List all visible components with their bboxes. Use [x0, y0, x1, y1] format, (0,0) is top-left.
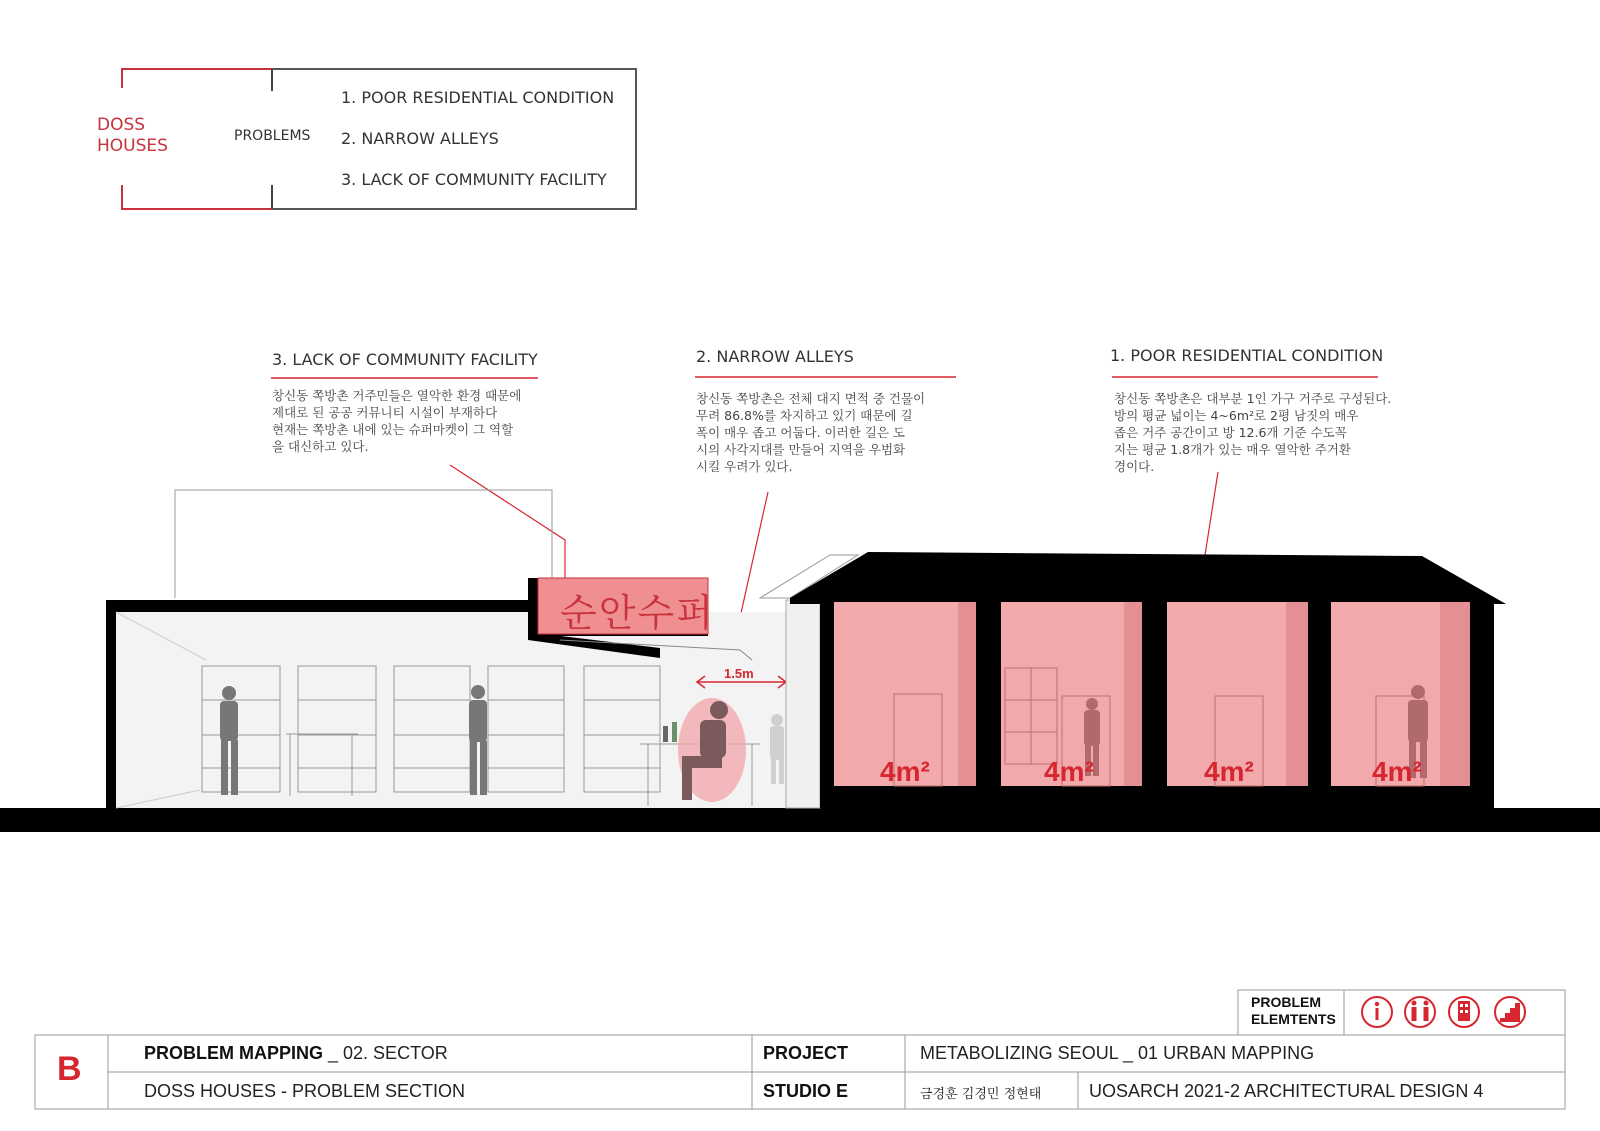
room-2-area: 4m²: [1044, 756, 1094, 787]
sheet-letter: B: [57, 1050, 82, 1088]
ground-slab: [0, 808, 1600, 832]
sheet-title-suffix: _ 02. SECTOR: [323, 1043, 448, 1063]
annotation-community-title: 3. LACK OF COMMUNITY FACILITY: [272, 350, 538, 369]
seated-resident-highlight: [678, 698, 746, 802]
sheet-title-bold: PROBLEM MAPPING: [144, 1043, 324, 1063]
room-1-area: 4m²: [880, 756, 930, 787]
problems-label: PROBLEMS: [234, 128, 311, 144]
housing-roof: [790, 552, 1506, 604]
studio-label: STUDIO E: [763, 1081, 849, 1101]
problem-elements-label: PROBLEM ELEMTENTS: [1251, 994, 1336, 1027]
annotation-residential-body: 창신동 쪽방촌은 대부분 1인 가구 거주로 구성된다. 방의 평균 넓이는 4~6m²로 2평 남짓의 매우 좁은 거주 공간이고 방 12.6개 기준 수도꼭 지는 평균 1.8개가 있는 매우 열악한 주거환 경이다.: [1114, 391, 1392, 474]
people-icon: [1405, 997, 1435, 1027]
problem-item-2: 2. NARROW ALLEYS: [341, 129, 499, 148]
alley-width-label: 1.5m: [724, 666, 754, 681]
team-members: 금경훈 김경민 정현태: [920, 1087, 1042, 1102]
room-4-area: 4m²: [1372, 756, 1422, 787]
course-name: UOSARCH 2021-2 ARCHITECTURAL DESIGN 4: [1089, 1081, 1484, 1101]
project-value: METABOLIZING SEOUL _ 01 URBAN MAPPING: [920, 1043, 1315, 1063]
annotation-alleys-body: 창신동 쪽방촌은 전체 대지 면적 중 건물이 무려 86.8%를 차지하고 있기 때문에 길 폭이 매우 좁고 어둡다. 이러한 길은 도 시의 사각지대를 만들어 지역을 우범화 시킬 우려가 있다.: [696, 391, 926, 474]
problem-item-3: 3. LACK OF COMMUNITY FACILITY: [341, 170, 607, 189]
sheet-title: [144, 1043, 448, 1064]
background-building: [175, 490, 552, 598]
annotation-residential-title: 1. POOR RESIDENTIAL CONDITION: [1110, 346, 1384, 365]
annotation-alleys-title: 2. NARROW ALLEYS: [696, 347, 854, 366]
leader-community: [450, 465, 565, 578]
annotation-community-body: 창신동 쪽방촌 거주민들은 열악한 환경 때문에 제대로 된 공공 커뮤니티 시설이 부재하다 현재는 쪽방촌 내에 있는 슈퍼마켓이 그 역할 을 대신하고 있다.: [272, 388, 522, 454]
sheet-subtitle: DOSS HOUSES - PROBLEM SECTION: [144, 1081, 466, 1101]
doss-houses-label: DOSS HOUSES: [97, 115, 168, 156]
problem-item-1: 1. POOR RESIDENTIAL CONDITION: [341, 88, 615, 107]
store-sign-text: 순안수퍼: [560, 591, 715, 635]
project-label: PROJECT: [763, 1043, 849, 1063]
room-3-area: 4m²: [1204, 756, 1254, 787]
